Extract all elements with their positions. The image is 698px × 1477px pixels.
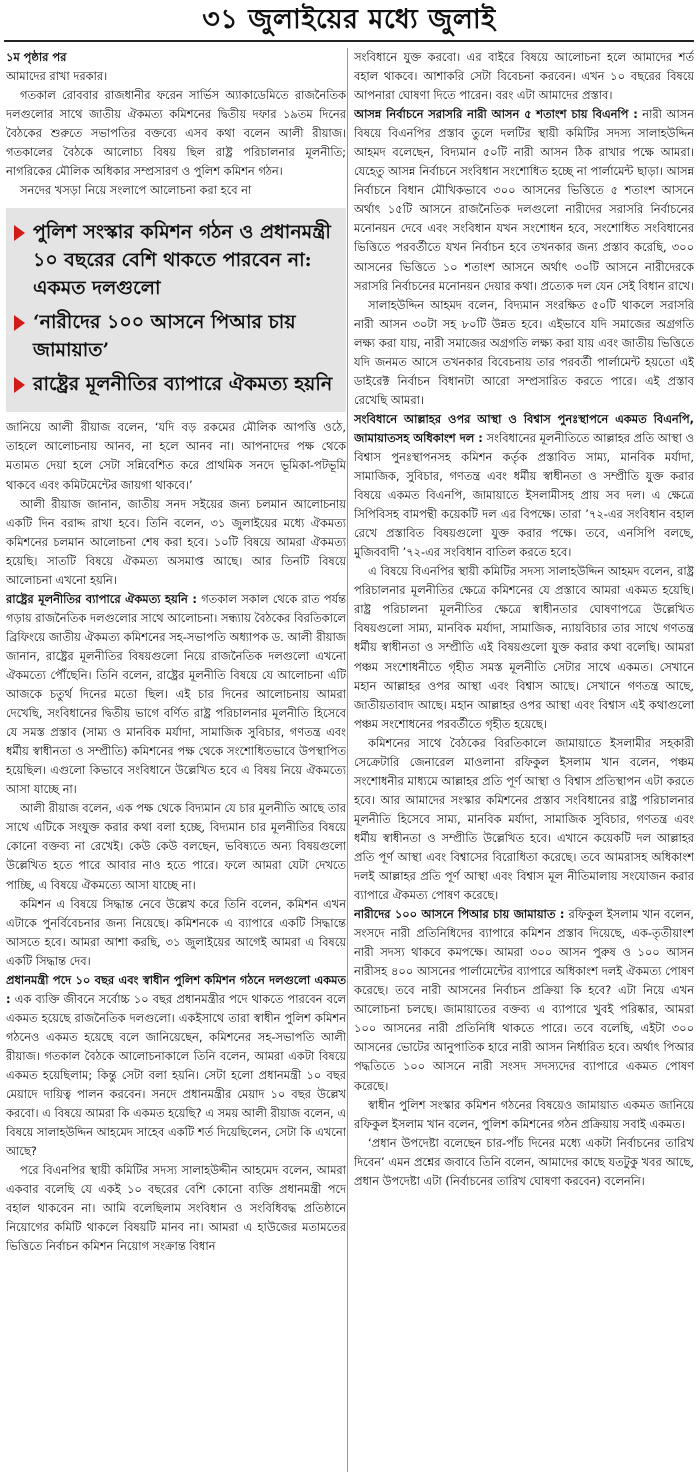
paragraph: সালাহউদ্দিন আহমদ বলেন, বিদ্যমান সংরক্ষিত ৫০টি থাকলে সরাসরি নারী আসন ৩০টা সহ ৮০টি উন্নত হবে। এইভাবে যদি সমাজের অগ্রগতি লক্ষ্য করা যায়, নারী সমাজের অগ্রগতি লক্ষ্য করা যায় এবং জাতীয় ভিত্তিতে যদি জনমত আসে তখনকার বিবেচনায় তার পরবর্তী পার্লামেন্ট হয়তো এই ডাইরেক্ট নির্বাচন বিধানটা আরো সম্প্রসারিত করতে পারে। এই প্রস্তাব রেখেছি আমরা। [354,297,694,407]
subhead-paragraph [354,905,694,1095]
subhead: প্রধানমন্ত্রী পদে ১০ বছর এবং স্বাধীন পুলিশ কমিশন গঠনে দলগুলো একমত : [6,972,346,1006]
red-triangle-icon [14,225,25,241]
paragraph-text: নারী আসন বিষয়ে বিএনপির প্রস্তাব তুলে দলটির স্থায়ী কমিটির সদস্য সালাহউদ্দিন আহমদ বলেছেন, বিদ্যমান ৫০টি নারী আসন ঠিক রাখার পক্ষে আমরা। যেহেতু আসন্ন নির্বাচনে সংবিধান সংশোধিত হচ্ছে না পার্লামেন্ট ছাড়া। আসন্ন নির্বাচনে বিধান মৌখিকভাবে ৩০০ আসনের ভিত্তিতে ৫ শতাংশ আসনে অর্থাৎ ১৫টি আসনে রাজনৈতিক দলগুলো নারীদের সরাসরি নির্বাচনের মনোনয়ন দেবে এবং সংবিধান যখন সংশোধন হবে, সংশোধিত সংবিধানের ভিত্তিতে পরবর্তীতে যখন নির্বাচন হবে তখনকার জন্য প্রস্তাব করেছি, ৩০০ আসনের ভিত্তিতে ১০ শতাংশ আসনে অর্থাৎ ৩০টি আসনে নারীদেরকে সরাসরি নির্বাচনের মনোনয়ন দেয়ার কথা। প্রত্যেক দল যেন সেই বিধান রাখে। [354,107,694,293]
paragraph: আমাদের রাখা দরকার। [6,69,108,84]
headline-rule [4,40,694,42]
left-column [6,48,346,1472]
subhead: নারীদের ১০০ আসনে পিআর চায় জামায়াত : [354,907,565,922]
paragraph-text: এক ব্যক্তি জীবনে সর্বোচ্চ ১০ বছর প্রধানমন্ত্রীর পদে থাকতে পারবেন বলে একমত হয়েছে রাজনৈতিক দলগুলো। একইসাথে তারা স্বাধীন পুলিশ কমিশন গঠনেও একমত হয়েছে বলে জানিয়েছেন, কমিশনের সহ-সভাপতি আলী রীয়াজ। গতকাল বৈঠকে আলোচনাকালে তিনি বলেন, আমরা একটা বিষয়ে একমত হয়েছিলাম; কিন্তু সেটা বলা হয়নি। সেটা হলো প্রধানমন্ত্রী ১০ বছর মেয়াদে দায়িত্ব পালন করবেন। সনদে প্রধানমন্ত্রীর মেয়াদ ১০ বছর উল্লেখ করবো। এ বিষয়ে আমরা কি একমত হয়েছি? এ সময় আলী রীয়াজ বলেন, এ বিষয়ে সালাহউদ্দিন আহমেদ সাহেব একটি শর্ত দিয়েছিলেন, সেটা কি এখনো আছে? [6,991,346,1159]
paragraph: সনদের খসড়া নিয়ে সংলাপে আলোচনা করা হবে না [20,183,252,198]
paragraph: আলী রীয়াজ বলেন, এক পক্ষ থেকে বিদ্যমান যে চার মূলনীতি আছে তার সাথে এটিকে সংযুক্ত করার কথা বলা হচ্ছে, বিদ্যমান চার মূলনীতির বিষয়ে কোনো বক্তব্য না রেখেই। কেউ কেউ বলছেন, ভবিষ্যতে অন্য বিষয়গুলো উল্লেখিত হতে পারে আবার নাও হতে পারে। ফলে আমরা যেটা দেখতে পাচ্ছি, এ বিষয়ে ঐকমত্যে আসা যাচ্ছে না। [6,801,346,892]
paragraph: স্বাধীন পুলিশ সংস্কার কমিশন গঠনের বিষয়েও জামায়াত একমত জানিয়ে রফিকুল ইসলাম খান বলেন, পুলিশ কমিশনের গঠন প্রক্রিয়ায় সবাই একমত। [354,1097,694,1131]
subhead: রাষ্ট্রের মূলনীতির ব্যাপারে ঐকমত্য হয়নি : [6,591,197,606]
highlight-item [12,370,340,398]
right-column [354,48,694,1472]
subhead-paragraph [354,410,694,562]
subhead: সংবিধানে আল্লাহর ওপর আস্থা ও বিশ্বাস পুনঃস্থাপনে একমত বিএনপি, জামায়াতসহ অধিকাংশ দল : [354,411,694,445]
highlights-box [6,208,346,412]
page-continuation-kicker: ১ম পৃষ্ঠার পর [6,50,67,64]
column-divider [347,48,348,1472]
paragraph: সংবিধানে যুক্ত করবো। এর বাইরে বিষয়ে আলোচনা হলে আমাদের শর্ত বহাল থাকবে। আশাকরি সেটা বিবেচনা করবেন। এখন ১০ বছরের বিষয়ে আপনারা ঘোষণা দিতে পারেন। বরং এটা আমাদের প্রস্তাব। [354,50,694,103]
subhead: আসন্ন নির্বাচনে সরাসরি নারী আসন ৫ শতাংশ চায় বিএনপি : [354,107,638,122]
continuation-paragraph [6,48,346,67]
paragraph: গতকাল রোববার রাজধানীর ফরেন সার্ভিস অ্যাকাডেমিতে রাজনৈতিক দলগুলোর সাথে জাতীয় ঐকমত্য কমিশনের দ্বিতীয় দফার ১৯তম দিনের বৈঠকের শুরুতে সভাপতির বক্তব্যে এসব কথা বলেন আলী রীয়াজ। গতকালের বৈঠকে আলোচ্য বিষয় ছিল রাষ্ট্র পরিচালনার মূলনীতি; নাগরিকের মৌলিক অধিকার সম্প্রসারণ ও পুলিশ কমিশন গঠন। [6,88,346,179]
paragraph: জানিয়ে আলী রীয়াজ বলেন, ‘যদি বড় রকমের মৌলিক আপত্তি ওঠে, তাহলে আলোচনায় আনব, না হলে আনব না। আপনাদের পক্ষ থেকে মতামত দেয়া হলে সেটা সন্নিবেশিত করে প্রাথমিক সনদে ভূমিকা-পটভূমি থাকবে এবং কমিটমেন্টের জায়গা থাকবে।’ [6,420,346,492]
paragraph: ‘প্রধান উপদেষ্টা বলেছেন চার-পাঁচ দিনের মধ্যে একটা নির্বাচনের তারিখ দিবেন’ এমন প্রশ্নের জবাবে তিনি বলেন, আমাদের কাছে যতটুকু খবর আছে, প্রধান উপদেষ্টা এটা (নির্বাচনের তারিখ ঘোষণা করবেন) বলেননি। [354,1135,694,1188]
headline: ৩১ জুলাইয়ের মধ্যে জুলাই [202,4,496,35]
subhead-paragraph [6,590,346,800]
paragraph: আলী রীয়াজ জানান, জাতীয় সনদ সইয়ের জন্য চলমান আলোচনায় একটি দিন বরাদ্দ রাখা হবে। তিনি বলেন, ৩১ জুলাইয়ের মধ্যে ঐকমত্য কমিশনের চলমান আলোচনা শেষ করা হবে। ১০টি বিষয়ে আমরা ঐকমত্য হয়েছি। সাতটি বিষয়ে ঐকমত্য অসমাপ্ত আছে। আর তিনটি বিষয়ে আলোচনা এখনো হয়নি। [6,496,346,587]
paragraph-text: গতকাল সকাল থেকে রাত পর্যন্ত গড়ায় রাজনৈতিক দলগুলোর সাথে আলোচনা। সন্ধ্যায় বৈঠকের বিরতিকালে ব্রিফিংয়ে জাতীয় ঐকমত্য কমিশনের সহ-সভাপতি অধ্যাপক ড. আলী রীয়াজ জানান, রাষ্ট্রের মূলনীতির বিষয়গুলো নিয়ে রাজনৈতিক দলগুলো এখনো ঐকমত্যে পৌঁছেনি। তিনি বলেন, রাষ্ট্রের মূলনীতি বিষয়ে যে আলোচনা এটি আজকে চতুর্থ দিনের মতো ছিল। এই চার দিনের আলোচনায় আমরা দেখেছি, সংবিধানের দ্বিতীয় ভাগে বর্ণিত রাষ্ট্র পরিচালনার মূলনীতি হিসেবে যে সমস্ত প্রস্তাব (সাম্য ও মানবিক মর্যাদা, সামাজিক সুবিচার, গণতন্ত্র এবং ধর্মীয় স্বাধীনতা ও সম্প্রীতি) কমিশনের পক্ষ থেকে সংশোধিতভাবে উপস্থাপিত হয়েছিল। এগুলো কিভাবে সংবিধানে উল্লেখিত হবে এ বিষয় নিয়ে ঐকমত্যে আসা যাচ্ছে না। [6,591,346,797]
highlight-item [12,308,340,364]
paragraph-text: রফিকুল ইসলাম খান বলেন, সংসদে নারী প্রতিনিধিদের ব্যাপারে কমিশন প্রস্তাব দিয়েছে, এক-তৃতীয়াংশ নারী সদস্য থাকবে কমপক্ষে। আমরা ৩০০ আসন পুরুষ ও ১০০ আসন নারীসহ ৪০০ আসনের পার্লামেন্টের ব্যাপারে অধিকাংশ দলই ঐকমত্য পোষণ করেছে। তবে নারী আসনের নির্বাচন প্রক্রিয়া কি হবে? এটা নিয়ে এখন আলোচনা চলছে। জামায়াতের বক্তব্য এ ব্যাপারে খুবই পরিষ্কার, আমরা ১০০ আসনের নারী প্রতিনিধি থাকতে পারে। তবে বলেছি, এইটা ৩০০ আসনের ভোটের আনুপাতিক হারে নারী আসন নির্ধারিত হবে। অর্থাৎ পিআর পদ্ধতিতে ১০০ আসনে নারী সংসদ সদস্যদের ব্যাপারে একমত পোষণ করেছে। [354,907,694,1093]
highlight-item [12,218,340,302]
paragraph: এ বিষয়ে বিএনপির স্থায়ী কমিটির সদস্য সালাহউদ্দিন আহমদ বলেন, রাষ্ট্র পরিচালনার মূলনীতির ক্ষেত্রে কমিশনের যে প্রস্তাবে আমরা একমত হয়েছি। রাষ্ট্র পরিচালনা মূলনীতির ক্ষেত্রে স্বাধীনতার ঘোষণাপত্রে উল্লেখিত বিষয়গুলো সাম্য, মানবিক মর্যাদা, সামাজিক, ন্যায়বিচার তার সাথে গণতন্ত্র ধর্মীয় স্বাধীনতা ও সম্প্রীতি এই বিষয়গুলো যুক্ত করার কথা বলেছি। আমরা পঞ্চম সংশোধনীতে গৃহীত সমস্ত মূলনীতি সেটার সাথে একমত। সেখানে মহান আল্লাহর ওপর আস্থা এবং বিশ্বাস আছে। সেখানে গণতন্ত্র আছে, জাতীয়তাবাদ আছে। মহান আল্লাহর ওপর আস্থা এবং বিশ্বাস এই কথাগুলো পঞ্চম সংশোধনের পরবর্তীতে গৃহীত হয়েছে। [354,564,694,731]
paragraph: কমিশন এ বিষয়ে সিদ্ধান্ত নেবে উল্লেখ করে তিনি বলেন, কমিশন এখন এটাকে পুনর্বিবেচনার জন্য নিয়েছে। কমিশনকে এ ব্যাপারে একটি সিদ্ধান্তে আসতে হবে। আমরা আশা করছি, ৩১ জুলাইয়ের আগেই আমরা এ বিষয়ে একটি সিদ্ধান্ত দেব। [6,896,346,968]
red-triangle-icon [14,315,25,331]
highlight-text: রাষ্ট্রের মূলনীতির ব্যাপারে ঐকমত্য হয়নি [33,373,333,396]
paragraph: কমিশনের সাথে বৈঠকের বিরতিকালে জামায়াতে ইসলামীর সহকারী সেক্রেটারি জেনারেল মাওলানা রফিকুল ইসলাম খান বলেন, পঞ্চম সংশোধনীর মাধ্যমে আল্লাহর প্রতি পূর্ণ আস্থা ও বিশ্বাস প্রতিস্থাপন এটা করতে হবে। আর আমাদের সংস্কার কমিশনের প্রস্তাব সংবিধানের রাষ্ট্র পরিচালনার মূলনীতি হিসেবে সাম্য, মানবিক মর্যাদা, সামাজিক সুবিচার, গণতন্ত্র এবং ধর্মীয় স্বাধীনতা ও সম্প্রীতি উল্লেখিত হবে। এখানে কয়েকটি দল আল্লাহর প্রতি পূর্ণ আস্থা এবং বিশ্বাসের বিরোধিতা করেছে। তবে আমরাসহ অধিকাংশ দলই আল্লাহর প্রতি পূর্ণ আস্থা এবং বিশ্বাস মূল নীতিমালায় সংযোজন করার ব্যাপারে ঐকমত্য পোষণ করেছে। [354,735,694,903]
paragraph: পরে বিএনপির স্থায়ী কমিটির সদস্য সালাহউদ্দীন আহমেদ বলেন, আমরা একবার বলেছি যে একই ১০ বছরের বেশি কোনো ব্যক্তি প্রধানমন্ত্রী পদে বহাল থাকবেন না। আমি বলেছিলাম সংবিধান ও সংবিধিবদ্ধ প্রতিষ্ঠানে নিয়োগের কমিটি থাকলে বিষয়টি মানব না। আমরা এ হাউজের মতামতের ভিত্তিতে নির্বাচন কমিশন নিয়োগ সংক্রান্ত বিধান [6,1163,346,1254]
subhead-paragraph [354,105,694,295]
red-triangle-icon [14,377,25,393]
highlight-text: পুলিশ সংস্কার কমিশন গঠন ও প্রধানমন্ত্রী ১০ বছরের বেশি থাকতে পারবেন না: একমত দলগুলো [33,221,331,300]
paragraph-text: সংবিধানের মূলনীতিতে আল্লাহর প্রতি আস্থা ও বিশ্বাস পুনঃস্থাপনসহ কমিশন কর্তৃক প্রস্তাবিত সাম্য, মানবিক মর্যাদা, সামাজিক, সুবিচার, গণতন্ত্র এবং ধর্মীয় স্বাধীনতা ও সম্প্রীতি যুক্ত করার বিষয়ে একমত বিএনপি, জামায়াতে ইসলামীসহ প্রায় সব দল। এ ক্ষেত্রে সিপিবিসহ বামপন্থী কয়েকটি দল এর বিপক্ষে। তারা ’৭২-এর সংবিধান বহাল রেখে প্রস্তাবিত বিষয়গুলো যুক্ত করার পক্ষে। তবে, এনসিপি বলছে, মুজিববাদী ’৭২-এর সংবিধান বাতিল করতে হবে। [354,430,694,560]
subhead-paragraph [6,971,346,1161]
highlight-text: ‘নারীদের ১০০ আসনে পিআর চায় জামায়াত’ [33,311,296,362]
